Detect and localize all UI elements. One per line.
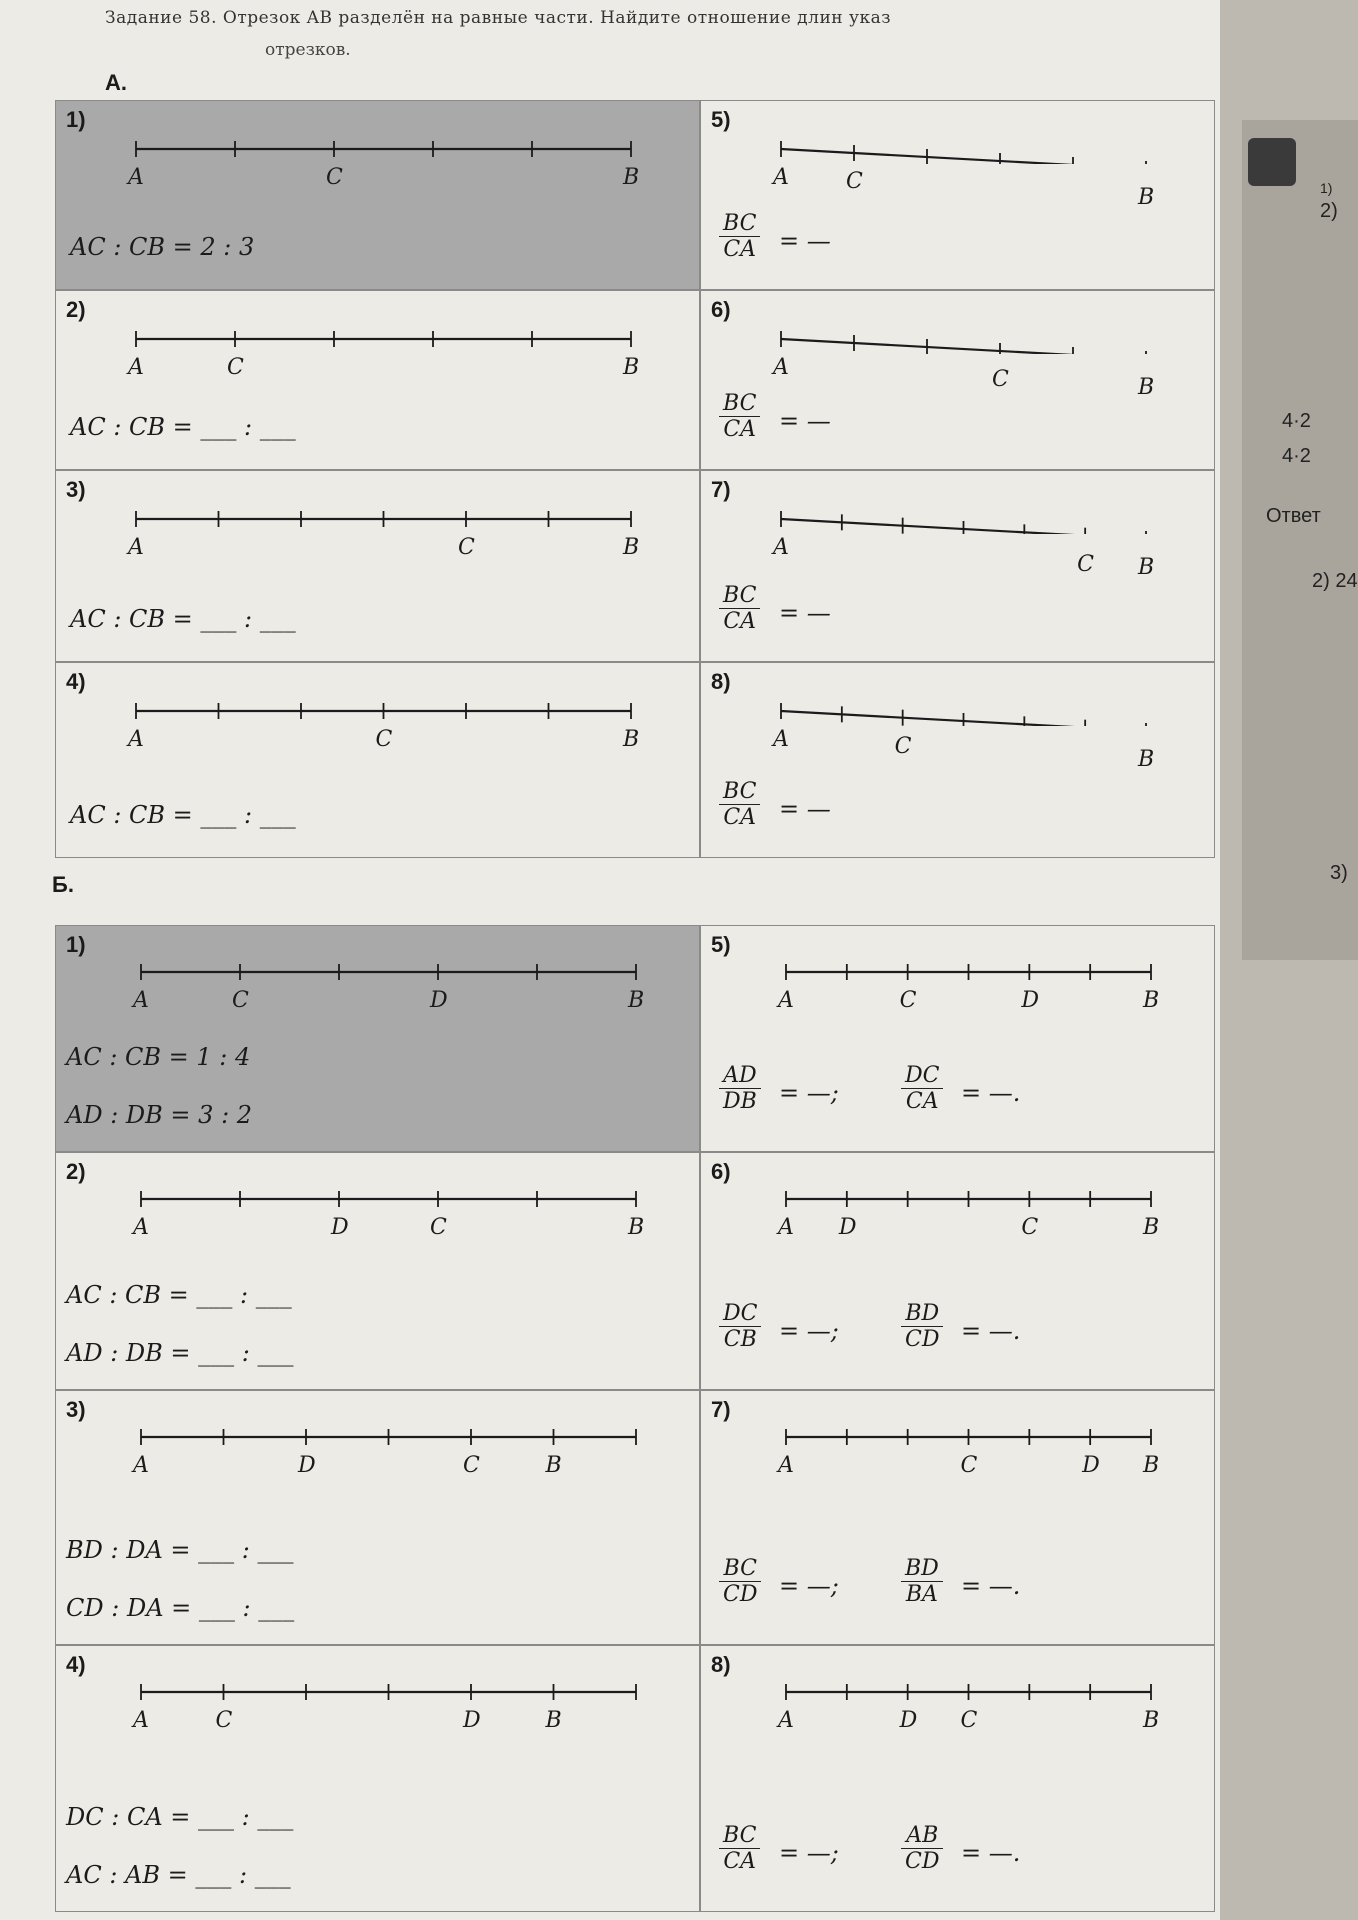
point-label: C — [960, 1708, 978, 1733]
task-number: 2) — [66, 1159, 86, 1184]
task-cell — [55, 100, 700, 290]
ratio-equation[interactable]: AD : DB = ___ : ___ — [66, 1339, 294, 1367]
side-text: 4·2 — [1282, 445, 1311, 467]
task-cell — [700, 100, 1215, 290]
task-title: Задание 58. Отрезок AB разделён на равные части. Найдите отношение длин указ — [105, 8, 892, 28]
ratio-equation[interactable]: AC : CB = 2 : 3 — [70, 233, 255, 261]
fraction-numerator: BD — [901, 1301, 943, 1327]
point-label: C — [215, 1708, 233, 1733]
segment-ab — [776, 1422, 1161, 1452]
task-number: 8) — [711, 1652, 731, 1677]
point-label: A — [778, 1708, 794, 1733]
segment-line — [781, 149, 1146, 164]
fraction-answer-blank[interactable]: = —. — [961, 1839, 1021, 1867]
task-number: 1) — [66, 107, 86, 132]
point-label: B — [1143, 1453, 1160, 1478]
ratio-fraction — [719, 1063, 761, 1114]
fraction-answer-blank[interactable]: = —; — [779, 1572, 839, 1600]
section-b-label: Б. — [52, 872, 74, 897]
task-number: 2) — [66, 297, 86, 322]
task-cell — [700, 470, 1215, 662]
side-text: 4·2 — [1282, 410, 1311, 432]
fraction-answer-blank[interactable]: = —. — [961, 1079, 1021, 1107]
fraction-numerator: BC — [719, 391, 760, 417]
fraction-numerator: BD — [901, 1556, 943, 1582]
task-cell — [700, 1645, 1215, 1912]
task-cell — [55, 1152, 700, 1390]
task-cell — [55, 1645, 700, 1912]
point-label: C — [1021, 1215, 1039, 1240]
task-cell — [55, 290, 700, 470]
point-label: D — [899, 1708, 918, 1733]
point-label: B — [1143, 988, 1160, 1013]
fraction-answer-blank[interactable]: = —; — [779, 1317, 839, 1345]
ratio-equation[interactable]: AD : DB = 3 : 2 — [66, 1101, 253, 1129]
fraction-answer-blank[interactable]: = —; — [779, 1079, 839, 1107]
point-label: A — [128, 727, 144, 752]
side-text: 2) — [1320, 200, 1338, 222]
side-text: 3) — [1330, 862, 1348, 884]
fraction-denominator: CA — [723, 417, 757, 442]
segment-ab — [131, 957, 646, 987]
task-number: 7) — [711, 1397, 731, 1422]
ratio-equation[interactable]: AC : AB = ___ : ___ — [66, 1861, 291, 1889]
fraction-denominator: CA — [723, 805, 757, 830]
point-label: A — [773, 727, 789, 752]
segment-ab — [131, 1184, 646, 1214]
ratio-fraction — [719, 1556, 761, 1607]
segment-ab — [771, 134, 1156, 164]
point-label: C — [894, 733, 912, 759]
point-label: B — [1138, 555, 1155, 580]
task-number: 1) — [66, 932, 86, 957]
point-label: C — [326, 165, 343, 190]
point-label: A — [773, 165, 789, 190]
fraction-answer-blank[interactable]: = — — [779, 795, 831, 823]
fraction-answer-blank[interactable]: = — — [779, 407, 831, 435]
ratio-equation[interactable]: BD : DA = ___ : ___ — [66, 1536, 294, 1564]
segment-line — [781, 339, 1146, 354]
point-label: C — [992, 367, 1009, 392]
point-label: A — [133, 1708, 149, 1733]
point-label: B — [1138, 375, 1155, 400]
task-number: 5) — [711, 932, 731, 957]
ratio-fraction — [719, 391, 760, 442]
fraction-denominator: CD — [905, 1327, 940, 1352]
point-label: B — [623, 535, 640, 560]
task-number: 7) — [711, 477, 731, 502]
segment-ab — [771, 324, 1156, 354]
point-label: B — [623, 165, 640, 190]
point-label: D — [463, 1708, 481, 1733]
fraction-numerator: BC — [719, 1823, 760, 1849]
segment-ab — [776, 957, 1161, 987]
fraction-denominator: CA — [905, 1089, 939, 1114]
point-label: C — [1077, 551, 1094, 577]
task-number: 8) — [711, 669, 731, 694]
task-cell — [700, 290, 1215, 470]
task-cell — [55, 662, 700, 858]
point-label: D — [430, 988, 448, 1013]
ratio-fraction — [719, 779, 760, 830]
task-number: 3) — [66, 1397, 86, 1422]
point-label: C — [846, 169, 863, 194]
point-label: B — [545, 1453, 562, 1478]
point-label: C — [899, 988, 917, 1013]
ratio-equation[interactable]: AC : CB = ___ : ___ — [66, 1281, 292, 1309]
fraction-denominator: CD — [723, 1582, 758, 1607]
point-label: C — [960, 1453, 978, 1478]
task-cell — [55, 470, 700, 662]
ratio-fraction — [901, 1063, 943, 1114]
fraction-numerator: AD — [719, 1063, 761, 1089]
fraction-numerator: BC — [719, 779, 760, 805]
ratio-equation[interactable]: DC : CA = ___ : ___ — [66, 1803, 294, 1831]
segment-ab — [131, 1422, 646, 1452]
point-label: B — [1143, 1215, 1160, 1240]
fraction-denominator: CA — [723, 237, 757, 262]
adjacent-card — [1242, 120, 1358, 960]
task-subtitle: отрезков. — [265, 40, 351, 60]
task-cell — [55, 1390, 700, 1645]
ratio-equation[interactable]: AC : CB = ___ : ___ — [70, 413, 296, 441]
point-label: A — [778, 1453, 794, 1478]
point-label: B — [1138, 747, 1155, 772]
side-text: 2) 24 — [1312, 570, 1358, 592]
ratio-equation[interactable]: AC : CB = ___ : ___ — [70, 605, 296, 633]
point-label: B — [545, 1708, 562, 1733]
ratio-fraction — [719, 1301, 761, 1352]
point-label: B — [628, 988, 645, 1013]
fraction-denominator: BA — [905, 1582, 938, 1607]
ratio-fraction — [719, 583, 760, 634]
task-number: 5) — [711, 107, 731, 132]
point-label: B — [1138, 185, 1155, 210]
fraction-numerator: AB — [901, 1823, 943, 1849]
task-cell — [700, 925, 1215, 1152]
point-label: A — [778, 988, 794, 1013]
point-label: B — [623, 355, 640, 380]
fraction-denominator: DB — [723, 1089, 757, 1114]
fraction-answer-blank[interactable]: = —; — [779, 1839, 839, 1867]
task-number: 3) — [66, 477, 86, 502]
segment-ab — [776, 1677, 1161, 1707]
ratio-equation[interactable]: AC : CB = 1 : 4 — [66, 1043, 251, 1071]
ratio-fraction — [901, 1823, 943, 1874]
point-label: C — [463, 1453, 480, 1478]
segment-ab — [771, 696, 1156, 726]
point-label: D — [1021, 988, 1039, 1013]
ratio-fraction — [901, 1301, 943, 1352]
task-number: 4) — [66, 669, 86, 694]
point-label: A — [773, 535, 789, 560]
point-label: C — [430, 1215, 447, 1240]
point-label: B — [623, 727, 640, 752]
fraction-denominator: CB — [723, 1327, 757, 1352]
task-cell — [55, 925, 700, 1152]
point-label: A — [128, 355, 144, 380]
segment-ab — [771, 504, 1156, 534]
fraction-numerator: DC — [901, 1063, 943, 1089]
segment-ab — [126, 324, 641, 354]
fraction-answer-blank[interactable]: = —. — [961, 1317, 1021, 1345]
point-label: D — [1082, 1453, 1100, 1478]
segment-ab — [131, 1677, 646, 1707]
point-label: A — [128, 535, 144, 560]
point-label: C — [458, 535, 475, 560]
fraction-numerator: BC — [719, 583, 760, 609]
point-label: C — [375, 727, 393, 752]
point-label: A — [133, 1215, 149, 1240]
point-label: D — [838, 1215, 857, 1240]
task-cell — [700, 1390, 1215, 1645]
fraction-answer-blank[interactable]: = — — [779, 599, 831, 627]
point-label: C — [232, 988, 249, 1013]
fraction-numerator: DC — [719, 1301, 761, 1327]
point-label: D — [331, 1215, 349, 1240]
segment-ab — [776, 1184, 1161, 1214]
task-cell — [700, 662, 1215, 858]
side-text: Ответ — [1266, 505, 1321, 527]
fraction-answer-blank[interactable]: = — — [779, 227, 831, 255]
ratio-fraction — [901, 1556, 943, 1607]
segment-ab — [126, 696, 641, 726]
point-label: B — [1143, 1708, 1160, 1733]
fraction-denominator: CA — [723, 609, 757, 634]
fraction-numerator: BC — [719, 1556, 761, 1582]
ratio-fraction — [719, 1823, 760, 1874]
adjacent-page — [1220, 0, 1358, 1920]
point-label: A — [773, 355, 789, 380]
point-label: A — [128, 165, 144, 190]
section-a-label: А. — [105, 70, 127, 95]
ratio-equation[interactable]: AC : CB = ___ : ___ — [70, 801, 296, 829]
task-number: 6) — [711, 297, 731, 322]
ratio-equation[interactable]: CD : DA = ___ : ___ — [66, 1594, 295, 1622]
fraction-answer-blank[interactable]: = —. — [961, 1572, 1021, 1600]
point-label: D — [298, 1453, 316, 1478]
point-label: B — [628, 1215, 645, 1240]
point-label: C — [227, 355, 244, 380]
task-cell — [700, 1152, 1215, 1390]
fraction-denominator: CD — [905, 1849, 940, 1874]
point-label: A — [778, 1215, 794, 1240]
fraction-denominator: CA — [723, 1849, 757, 1874]
task-number: 4) — [66, 1652, 86, 1677]
segment-ab — [126, 504, 641, 534]
point-label: A — [133, 1453, 149, 1478]
fraction-numerator: BC — [719, 211, 760, 237]
segment-ab — [126, 134, 641, 164]
side-text: 1) — [1320, 180, 1333, 196]
point-label: A — [133, 988, 149, 1013]
ratio-fraction — [719, 211, 760, 262]
task-marker-icon — [1248, 138, 1296, 186]
task-number: 6) — [711, 1159, 731, 1184]
